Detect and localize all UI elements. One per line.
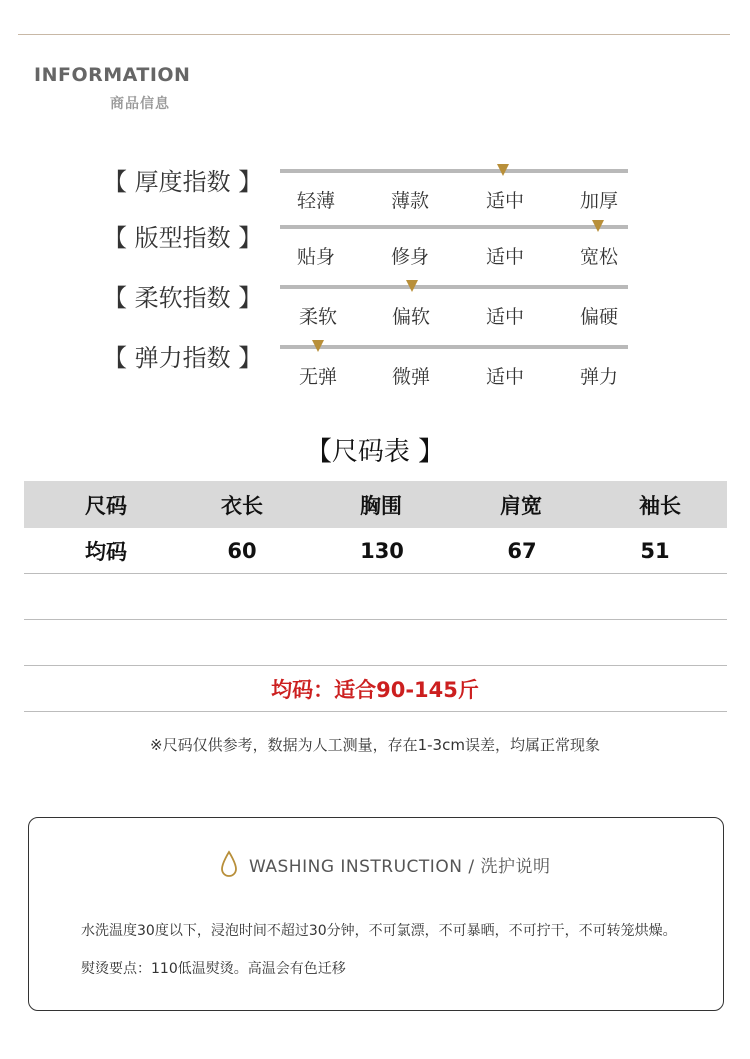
index-option: 宽松 xyxy=(579,246,618,268)
water-drop-icon xyxy=(219,850,239,878)
size-chart-title: 【尺码表 】 xyxy=(305,437,445,467)
fit-divider xyxy=(24,711,727,712)
index-row-elasticity xyxy=(0,342,750,402)
index-option: 适中 xyxy=(485,366,524,388)
index-label: 【 版型指数 】 xyxy=(103,224,263,252)
size-table xyxy=(24,481,727,666)
index-bar xyxy=(280,225,628,229)
top-divider xyxy=(18,34,730,35)
size-header-cell: 肩宽 xyxy=(500,493,542,518)
index-option: 贴身 xyxy=(296,246,335,268)
table-row-empty xyxy=(24,574,727,620)
washing-header xyxy=(219,850,550,878)
index-option: 无弹 xyxy=(298,366,337,388)
info-subtitle: 商品信息 xyxy=(110,96,170,112)
size-header-cell: 袖长 xyxy=(639,493,681,518)
size-table-header xyxy=(24,481,727,528)
fit-note: 均码：适合90-145斤 xyxy=(271,678,479,702)
size-header-cell: 胸围 xyxy=(360,493,402,518)
table-row xyxy=(24,528,727,574)
size-cell: 130 xyxy=(360,538,404,563)
index-row-fit xyxy=(0,222,750,282)
size-disclaimer: ※尺码仅供参考，数据为人工测量，存在1-3cm误差，均属正常现象 xyxy=(150,736,600,754)
ironing-text-line: 熨烫要点：110低温熨烫。高温会有色迁移 xyxy=(81,961,346,977)
index-option: 适中 xyxy=(485,306,524,328)
index-row-softness xyxy=(0,282,750,342)
index-label: 【 厚度指数 】 xyxy=(103,168,263,196)
index-row-thickness xyxy=(0,166,750,226)
size-cell: 均码 xyxy=(85,539,127,564)
index-marker-icon xyxy=(592,220,604,232)
size-cell: 60 xyxy=(227,538,257,563)
index-bar xyxy=(280,285,628,289)
size-header-cell: 尺码 xyxy=(85,493,127,518)
washing-title: WASHING INSTRUCTION / 洗护说明 xyxy=(249,856,551,877)
table-row-empty xyxy=(24,620,727,666)
index-label: 【 弹力指数 】 xyxy=(103,344,263,372)
index-option: 加厚 xyxy=(579,190,618,212)
washing-text-line: 水洗温度30度以下，浸泡时间不超过30分钟，不可氯漂，不可暴晒，不可拧干，不可转笼烘燥。 xyxy=(81,923,677,939)
info-title: INFORMATION xyxy=(34,64,191,86)
index-option: 轻薄 xyxy=(296,190,335,212)
size-header-cell: 衣长 xyxy=(221,493,263,518)
index-option: 弹力 xyxy=(579,366,618,388)
index-bar xyxy=(280,345,628,349)
index-marker-icon xyxy=(406,280,418,292)
index-bar xyxy=(280,169,628,173)
washing-instruction-box xyxy=(28,817,724,1011)
size-cell: 51 xyxy=(640,538,670,563)
index-option: 偏硬 xyxy=(579,306,618,328)
index-option: 柔软 xyxy=(298,306,337,328)
index-label: 【 柔软指数 】 xyxy=(103,284,263,312)
index-option: 适中 xyxy=(485,190,524,212)
index-marker-icon xyxy=(312,340,324,352)
index-option: 修身 xyxy=(390,246,429,268)
index-marker-icon xyxy=(497,164,509,176)
index-option: 薄款 xyxy=(390,190,429,212)
index-option: 偏软 xyxy=(391,306,430,328)
index-option: 适中 xyxy=(485,246,524,268)
index-option: 微弹 xyxy=(391,366,430,388)
size-cell: 67 xyxy=(507,538,537,563)
